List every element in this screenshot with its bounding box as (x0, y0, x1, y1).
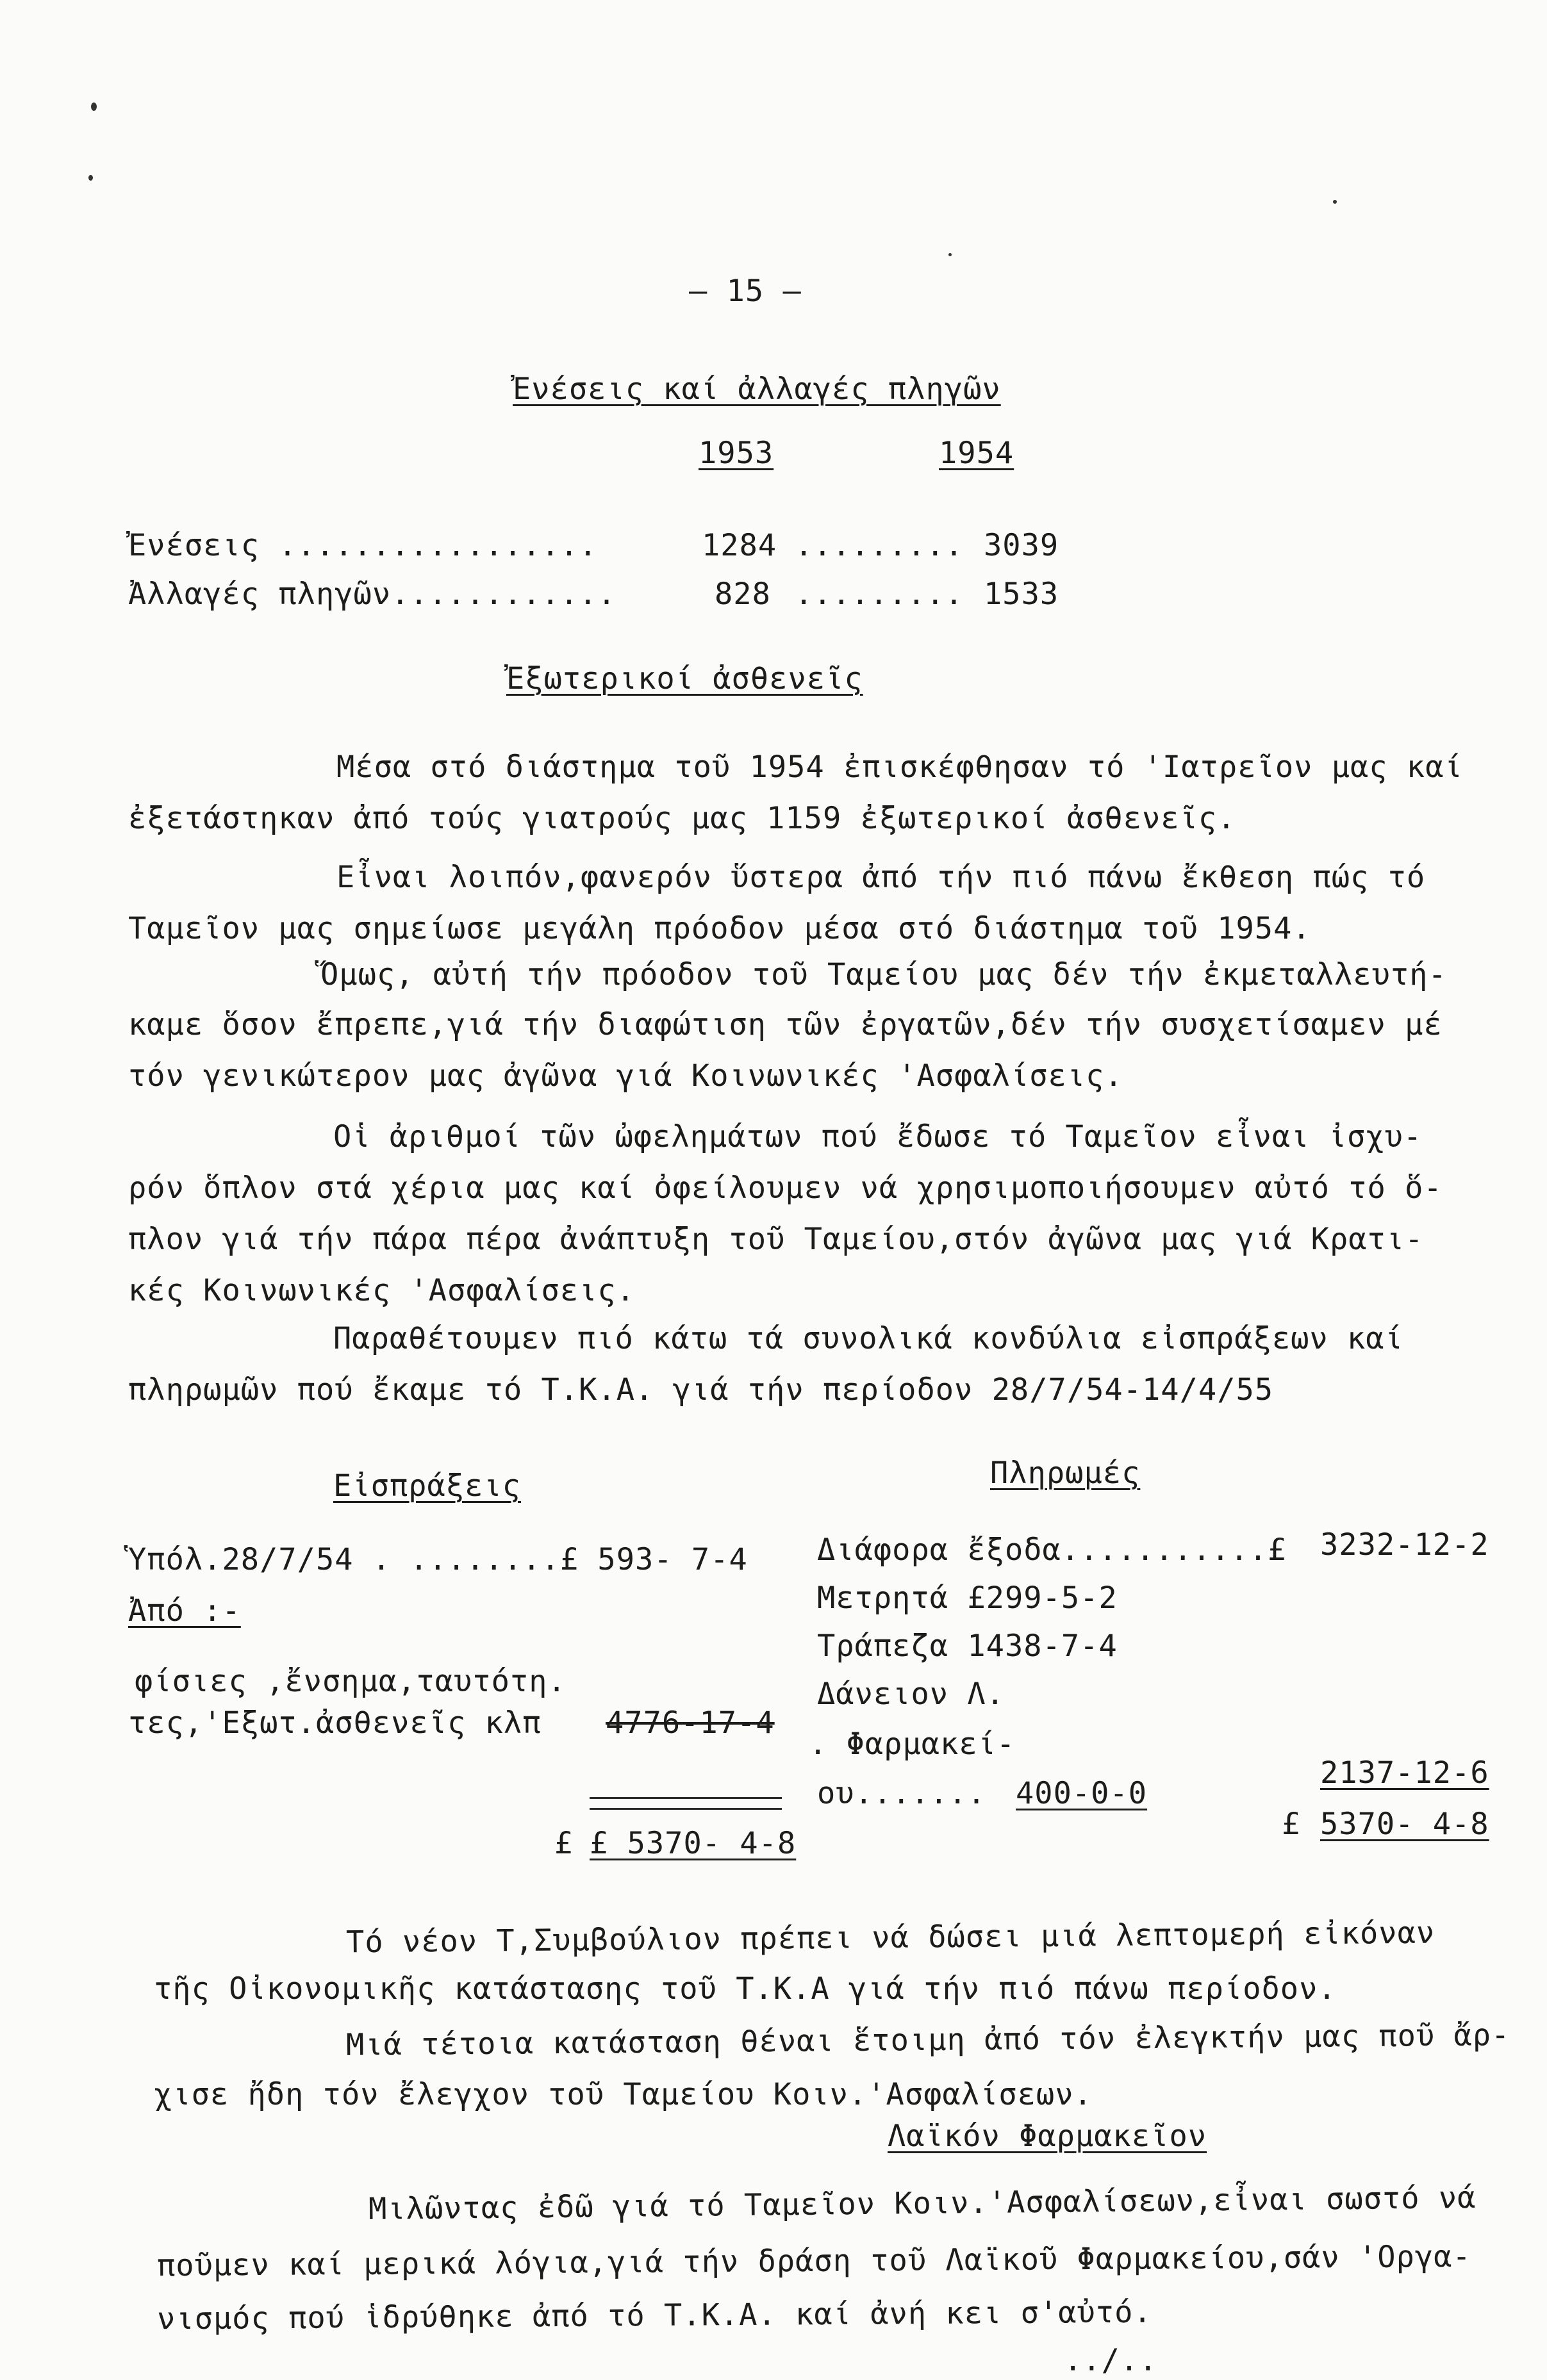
total-rule (590, 1808, 782, 1810)
paragraph-line: καμε ὅσον ἔπρεπε,γιά τήν διαφώτιση τῶν ἐργατῶν,δέν τήν συσχετίσαμεν μέ (128, 1007, 1443, 1042)
paragraph-line: ἐξετάστηκαν ἀπό τούς γιατρούς μας 1159 ἐξωτερικοί ἀσθενεῖς. (128, 801, 1236, 836)
paragraph-line: Οἱ ἀριθμοί τῶν ὠφελημάτων πού ἔδωσε τό Ταμεῖον εἶναι ἰσχυ- (333, 1119, 1423, 1154)
value-1954: 1533 (984, 577, 1059, 612)
receipts-struck-value: 4776-17-4 (606, 1705, 775, 1741)
row-label: Ἀλλαγές πληγῶν............ (128, 577, 616, 612)
payments-line: ου....... (817, 1776, 986, 1811)
payments-line: Τράπεζα 1438-7-4 (817, 1629, 1118, 1664)
section-title-outpatients: Ἐξωτερικοί ἀσθενεῖς (506, 661, 863, 696)
receipts-title: Εἰσπράξεις (333, 1468, 521, 1504)
paragraph-line: τῆς Οἰκονομικῆς κατάστασης τοῦ Τ.Κ.Α γιά τήν πιό πάνω περίοδον. (154, 1971, 1337, 2007)
receipts-from: Ἀπό :- (128, 1593, 241, 1629)
paragraph-line: χισε ἤδη τόν ἔλεγχον τοῦ Ταμείου Κοιν.'Ασφαλίσεων. (154, 2077, 1093, 2112)
paragraph-line: Τό νέον Τ,Συμβούλιον πρέπει νά δώσει μιά λεπτομερή εἰκόναν (345, 1915, 1435, 1960)
year-1954-header: 1954 (939, 436, 1014, 471)
paragraph-line: Ταμεῖον μας σημείωσε μεγάλη πρόοδον μέσα στό διάστημα τοῦ 1954. (128, 911, 1311, 946)
paragraph-line: κές Κοινωνικές 'Ασφαλίσεις. (128, 1273, 636, 1308)
payments-total-prefix: £ (1282, 1807, 1301, 1842)
paragraph-line: Μέσα στό διάστημα τοῦ 1954 ἐπισκέφθησαν τό 'Ιατρεῖον μας καί (336, 750, 1463, 785)
paragraph-line: Μιλῶντας ἐδῶ γιά τό Ταμεῖον Κοιν.'Ασφαλίσεων,εἶναι σωστό νά (368, 2179, 1477, 2228)
receipts-balance: Ὑπόλ.28/7/54 . ........£ 593- 7-4 (128, 1542, 748, 1577)
scan-speck (91, 103, 97, 111)
year-1953-header: 1953 (699, 436, 774, 471)
paragraph-line: τόν γενικώτερον μας ἀγῶνα γιά Κοινωνικές 'Ασφαλίσεις. (128, 1058, 1123, 1094)
value-1954: 3039 (984, 528, 1059, 563)
payments-line: . Φαρμακεί- (809, 1727, 1016, 1762)
paragraph-line: ρόν ὅπλον στά χέρια μας καί ὀφείλουμεν νά χρησιμοποιήσουμεν αὐτό τό ὅ- (128, 1170, 1443, 1206)
paragraph-line: Ὅμως, αὐτή τήν πρόοδον τοῦ Ταμείου μας δέν τήν ἐκμεταλλευτή- (320, 957, 1447, 992)
total-rule (590, 1797, 782, 1799)
section-title-injections: Ἐνέσεις καί ἀλλαγές πληγῶν (513, 372, 1001, 407)
paragraph-line: Παραθέτουμεν πιό κάτω τά συνολικά κονδύλια εἰσπράξεων καί (333, 1321, 1403, 1356)
paragraph-line: ποῦμεν καί μερικά λόγια,γιά τήν δράση τοῦ Λαϊκοῦ Φαρμακείου,σάν 'Οργα- (156, 2238, 1471, 2284)
paragraph-line: πλον γιά τήν πάρα πέρα ἀνάπτυξη τοῦ Ταμείου,στόν ἀγῶνα μας γιά Κρατι- (128, 1222, 1424, 1257)
receipts-line: τες,'Εξωτ.ἀσθενεῖς κλπ (128, 1705, 542, 1741)
section-title-pharmacy: Λαϊκόν Φαρμακεῖον (888, 2119, 1207, 2154)
payments-title: Πληρωμές (990, 1456, 1141, 1491)
leader-dots: ......... (795, 577, 964, 612)
paragraph-line: Μιά τέτοια κατάσταση θέναι ἕτοιμη ἀπό τόν ἐλεγκτήν μας ποῦ ἄρ- (345, 2017, 1510, 2063)
scan-speck (1333, 200, 1337, 204)
payments-value: 3232-12-2 (1320, 1527, 1489, 1563)
payments-line: Μετρητά £299-5-2 (817, 1580, 1118, 1616)
leader-dots: ......... (795, 528, 964, 563)
scan-speck (88, 175, 93, 181)
receipts-line: φίσιες ,ἔνσημα,ταυτότη. (135, 1664, 567, 1699)
page-number: — 15 — (689, 274, 802, 309)
value-1953: 1284 (702, 528, 777, 563)
receipts-total-prefix: £ (554, 1826, 574, 1861)
continuation-mark: ../.. (1064, 2343, 1158, 2378)
payments-subtotal: 2137-12-6 (1320, 1755, 1489, 1791)
payments-line: Διάφορα ἔξοδα...........£ (817, 1532, 1287, 1568)
payments-total: 5370- 4-8 (1320, 1807, 1489, 1842)
paragraph-line: πληρωμῶν πού ἔκαμε τό Τ.Κ.Α. γιά τήν περίοδον 28/7/54-14/4/55 (128, 1372, 1274, 1407)
paragraph-line: νισμός πού ἱδρύθηκε ἀπό τό Τ.Κ.Α. καί ἀνή κει σ'αὐτό. (156, 2294, 1152, 2337)
payments-line: Δάνειον Λ. (817, 1677, 1005, 1712)
row-label: Ἐνέσεις ................. (128, 528, 598, 563)
scan-speck (948, 253, 952, 256)
value-1953: 828 (715, 577, 771, 612)
paragraph-line: Εἶναι λοιπόν,φανερόν ὕστερα ἀπό τήν πιό πάνω ἔκθεση πώς τό (336, 860, 1426, 895)
payments-value: 400-0-0 (1016, 1776, 1148, 1811)
receipts-total: £ 5370- 4-8 (590, 1826, 797, 1861)
